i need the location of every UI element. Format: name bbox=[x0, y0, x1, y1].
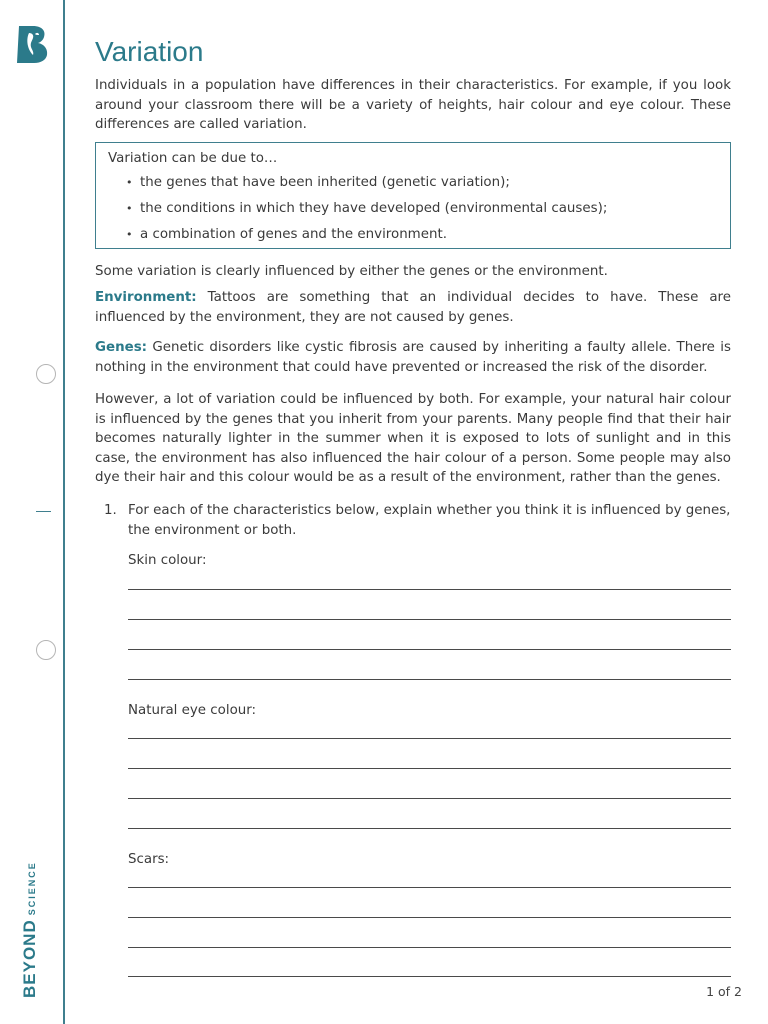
answer-line[interactable] bbox=[128, 738, 731, 739]
answer-line[interactable] bbox=[128, 649, 731, 650]
page-title: Variation bbox=[95, 36, 204, 67]
punch-hole-bottom bbox=[36, 640, 56, 660]
cause-item: • the genes that have been inherited (genetic variation); bbox=[126, 170, 718, 196]
answer-line[interactable] bbox=[128, 828, 731, 829]
answer-line[interactable] bbox=[128, 798, 731, 799]
brand-sub: SCIENCE bbox=[27, 861, 37, 916]
both-paragraph: However, a lot of variation could be influenced by both. For example, your natural hair colour is influenced by the genes that you inherit from your parents. Many people find that their hair becomes naturally lighter in the summer when it is exposed to lots of sunlight and in this case, the environment has also influenced the hair colour of a person. Some people may also dye their hair and this colour would be as a result of the environment, rather than the genes. bbox=[95, 392, 731, 486]
intro-paragraph: Individuals in a population have differences in their characteristics. For example, if you look around your classroom there will be a variety of heights, hair colour and eye colour. These differences are called variation. bbox=[95, 78, 731, 133]
cause-item: • a combination of genes and the environment. bbox=[126, 222, 718, 248]
scars-label: Scars: bbox=[128, 852, 170, 867]
answer-line[interactable] bbox=[128, 887, 731, 888]
variation-causes-box bbox=[95, 142, 731, 249]
causes-list bbox=[108, 170, 718, 248]
answer-line[interactable] bbox=[128, 917, 731, 918]
punch-hole-top bbox=[36, 364, 56, 384]
question-number: 1. bbox=[104, 503, 117, 518]
genes-text: Genetic disorders like cystic fibrosis are caused by inheriting a faulty allele. There is nothing in the environment that could have prevented or increased the risk of the disorder. bbox=[95, 340, 731, 375]
answer-line[interactable] bbox=[128, 947, 731, 948]
answer-line[interactable] bbox=[128, 589, 731, 590]
genes-paragraph bbox=[95, 338, 731, 377]
answer-line[interactable] bbox=[128, 619, 731, 620]
environment-label: Environment: bbox=[95, 290, 197, 305]
cause-item: • the conditions in which they have developed (environmental causes); bbox=[126, 196, 718, 222]
brand-vertical bbox=[20, 861, 40, 998]
environment-paragraph bbox=[95, 288, 731, 327]
eye-colour-label: Natural eye colour: bbox=[128, 703, 257, 718]
answer-line[interactable] bbox=[128, 976, 731, 977]
brand-word: BEYOND bbox=[20, 919, 39, 998]
answer-line[interactable] bbox=[128, 679, 731, 680]
question-text: For each of the characteristics below, explain whether you think it is influenced by genes, the environment or both. bbox=[128, 503, 731, 538]
environment-text: Tattoos are something that an individual decides to have. These are influenced by the environment, they are not caused by genes. bbox=[95, 290, 731, 325]
genes-label: Genes: bbox=[95, 340, 148, 355]
skin-colour-label: Skin colour: bbox=[128, 553, 207, 568]
beyond-logo-icon bbox=[15, 24, 51, 64]
page-number: 1 of 2 bbox=[706, 984, 742, 999]
fold-mark bbox=[36, 511, 51, 512]
box-intro: Variation can be due to… bbox=[108, 151, 278, 166]
some-variation-paragraph: Some variation is clearly influenced by either the genes or the environment. bbox=[95, 264, 608, 279]
answer-line[interactable] bbox=[128, 768, 731, 769]
margin-rule bbox=[63, 0, 65, 1024]
